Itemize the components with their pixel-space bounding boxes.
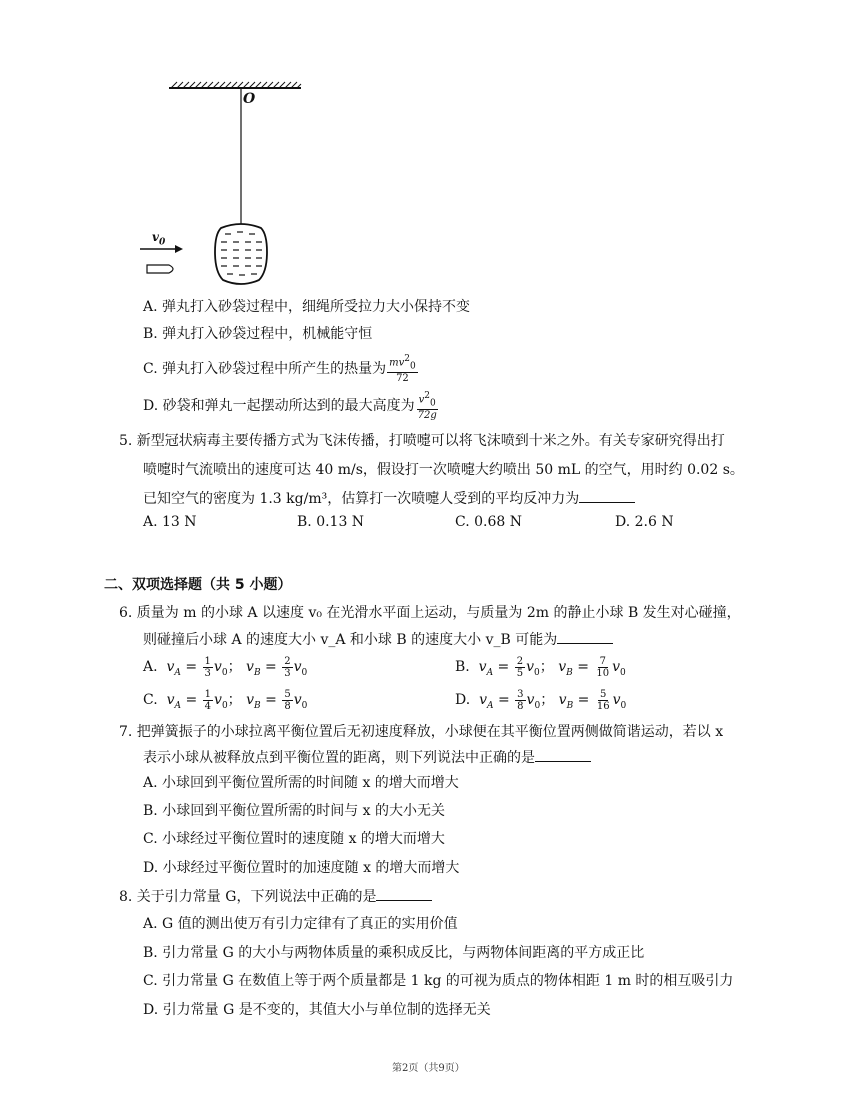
q7-option-c[interactable]: C. 小球经过平衡位置时的速度随 x 的增大而增大 bbox=[143, 831, 445, 847]
sandbag bbox=[215, 224, 267, 284]
q4-option-c[interactable]: C. 弹丸打入砂袋过程中所产生的热量为 $\frac{mv^2_0}{72}$ bbox=[143, 354, 416, 385]
q8-option-b[interactable]: B. 引力常量 G 的大小与两物体质量的乘积成反比，与两物体间距离的平方成正比 bbox=[143, 945, 645, 961]
q8-option-a[interactable]: A. G 值的测出使万有引力定律有了真正的实用价值 bbox=[143, 916, 458, 932]
q7-option-b[interactable]: B. 小球回到平衡位置所需的时间与 x 的大小无关 bbox=[143, 803, 445, 819]
q7-option-d[interactable]: D. 小球经过平衡位置时的加速度随 x 的增大而增大 bbox=[143, 860, 460, 876]
q8-option-d[interactable]: D. 引力常量 G 是不变的，其值大小与单位制的选择无关 bbox=[143, 1002, 491, 1018]
answer-blank[interactable] bbox=[535, 749, 591, 762]
q7-option-a[interactable]: A. 小球回到平衡位置所需的时间随 x 的增大而增大 bbox=[143, 775, 459, 791]
q6-option-a[interactable]: A. $v_A$ = $\frac{1}{3}$ $v_0$； $v_B$ = $\frac{2}{3}$ $v_0$ bbox=[143, 655, 308, 679]
answer-blank[interactable] bbox=[557, 631, 613, 644]
q5-option-d[interactable]: D. 2.6 N bbox=[615, 514, 674, 530]
bullet bbox=[147, 265, 173, 273]
q8-option-c[interactable]: C. 引力常量 G 在数值上等于两个质量都是 1 kg 的可视为质点的物体相距 1 m 时的相互吸引力 bbox=[143, 973, 734, 989]
q4-option-d[interactable]: D. 砂袋和弹丸一起摆动所达到的最大高度为 $\frac{v^2_0}{72g}$ bbox=[143, 391, 437, 422]
q5-stem-line1: 5. 新型冠状病毒主要传播方式为飞沫传播，打喷嚏可以将飞沫喷到十米之外。有关专家研究得出打 bbox=[119, 433, 725, 449]
q4-option-a[interactable]: A. 弹丸打入砂袋过程中，细绳所受拉力大小保持不变 bbox=[143, 299, 471, 315]
q6-option-b[interactable]: B. $v_A$ = $\frac{2}{5}$ $v_0$； $v_B$ = $\frac{7}{10}$ $v_0$ bbox=[455, 655, 626, 679]
label-o: O bbox=[243, 91, 256, 107]
q7-stem-line1: 7. 把弹簧振子的小球拉离平衡位置后无初速度释放，小球便在其平衡位置两侧做简谐运动，若以 x bbox=[119, 724, 724, 740]
q6-option-d[interactable]: D. $v_A$ = $\frac{3}{8}$ $v_0$； $v_B$ = $\frac{5}{16}$ $v_0$ bbox=[455, 688, 627, 712]
q7-stem-line2: 表示小球从被释放点到平衡位置的距离，则下列说法中正确的是 bbox=[143, 748, 591, 768]
pendulum-figure bbox=[135, 80, 315, 290]
page-number: 第2页（共9页） bbox=[392, 1063, 465, 1074]
q5-option-c[interactable]: C. 0.68 N bbox=[455, 514, 522, 530]
q6-stem-line2: 则碰撞后小球 A 的速度大小 v_A 和小球 B 的速度大小 v_B 可能为 bbox=[143, 630, 613, 650]
q6-stem-line1: 6. 质量为 m 的小球 A 以速度 v₀ 在光滑水平面上运动，与质量为 2m 的静止小球 B 发生对心碰撞， bbox=[119, 605, 741, 621]
ceiling bbox=[169, 82, 301, 88]
answer-blank[interactable] bbox=[376, 888, 432, 901]
q5-stem-line3: 已知空气的密度为 1.3 kg/m³，估算打一次喷嚏人受到的平均反冲力为 bbox=[143, 489, 635, 509]
q5-stem-line2: 喷嚏时气流喷出的速度可达 40 m/s，假设打一次喷嚏大约喷出 50 mL 的空气，用时约 0.02 s。 bbox=[143, 462, 744, 478]
label-v0: $v_0$ bbox=[152, 230, 166, 248]
q4-option-b[interactable]: B. 弹丸打入砂袋过程中，机械能守恒 bbox=[143, 326, 373, 342]
q5-option-a[interactable]: A. 13 N bbox=[143, 514, 197, 530]
q5-option-b[interactable]: B. 0.13 N bbox=[297, 514, 365, 530]
q8-stem: 8. 关于引力常量 G，下列说法中正确的是 bbox=[119, 887, 432, 907]
section-2-title: 二、双项选择题（共 5 小题） bbox=[104, 577, 292, 593]
answer-blank[interactable] bbox=[579, 490, 635, 503]
q6-option-c[interactable]: C. $v_A$ = $\frac{1}{4}$ $v_0$； $v_B$ = $\frac{5}{8}$ $v_0$ bbox=[143, 688, 308, 712]
